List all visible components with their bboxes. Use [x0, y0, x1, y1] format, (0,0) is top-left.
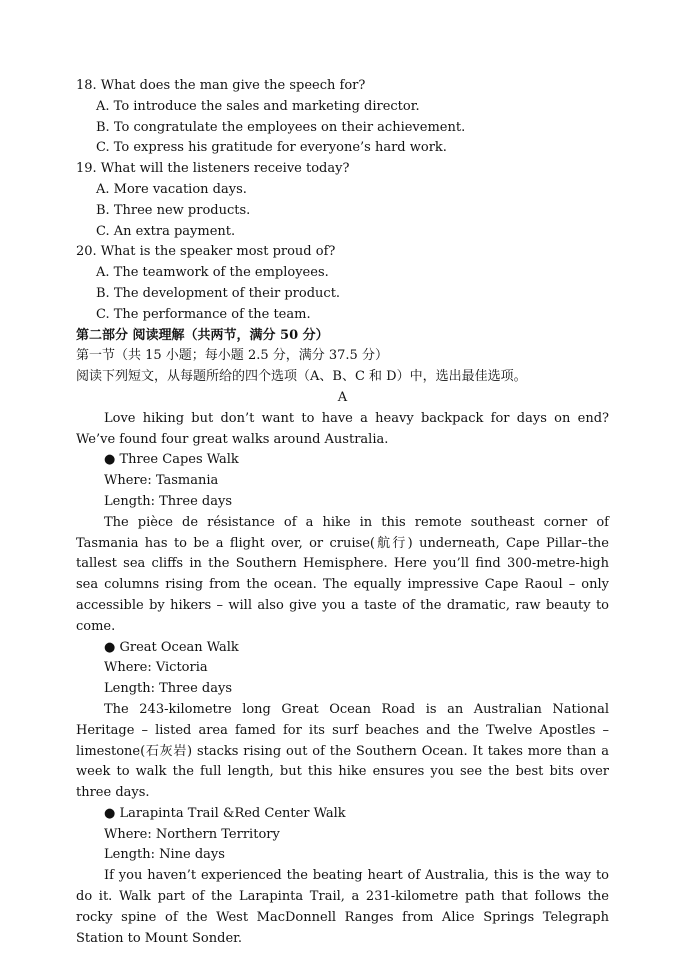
instructions: 阅读下列短文，从每题所给的四个选项（A、B、C 和 D）中，选出最佳选项。 [76, 369, 527, 385]
walk-larapinta [76, 804, 609, 950]
option-c: C. To express his gratitude for everyone’s hard work. [96, 140, 447, 156]
option-a: A. The teamwork of the employees. [96, 265, 329, 281]
walk-length: Length: Nine days [104, 847, 225, 863]
section-heading: 第一节（共 15 小题；每小题 2.5 分，满分 37.5 分） [76, 348, 388, 364]
question-stem: 18. What does the man give the speech for? [76, 78, 366, 93]
question-20 [76, 242, 609, 325]
question-stem: 20. What is the speaker most proud of? [76, 244, 336, 260]
passage-intro: Love hiking but don’t want to have a heavy backpack for days on end? We’ve found four great walks around Australia. [76, 410, 609, 447]
question-stem: 19. What will the listeners receive today? [76, 161, 350, 177]
walk-description: If you haven’t experienced the beating heart of Australia, this is the way to do it. Walk part of the Larapinta Trail, a 231-kilometre path that follows the rocky spine of the West MacDonnell Ranges from Alice Springs Telegraph Station to Mount Sonder. [76, 868, 609, 946]
part-heading: 第二部分 阅读理解（共两节，满分 50 分） [76, 327, 329, 343]
option-a: A. To introduce the sales and marketing director. [96, 98, 420, 114]
walk-name: ● Great Ocean Walk [104, 639, 239, 655]
walk-name: ● Larapinta Trail &Red Center Walk [104, 805, 346, 821]
walk-name: ● Three Capes Walk [104, 452, 239, 468]
option-a: A. More vacation days. [96, 181, 247, 197]
option-b: B. To congratulate the employees on their achievement. [96, 119, 466, 135]
walk-three-capes [76, 450, 609, 637]
walk-description: The pièce de résistance of a hike in this remote southeast corner of Tasmania has to be a flight over, or cruise(航行) underneath, Cape Pillar–the tallest sea cliffs in the Southern Hemisphere. Here you’ll find 300-metre-high sea columns rising from the ocean. The equally impressive Cape Raoul – only accessible by hikers – will also give you a taste of the dramatic, raw beauty to come. [76, 514, 609, 634]
walk-where: Where: Victoria [104, 660, 208, 676]
option-b: B. The development of their product. [96, 285, 341, 301]
walk-where: Where: Northern Territory [104, 826, 280, 842]
option-c: C. The performance of the team. [96, 306, 311, 322]
walk-where: Where: Tasmania [104, 473, 219, 489]
question-19 [76, 159, 609, 242]
walk-great-ocean [76, 638, 609, 804]
walk-description: The 243-kilometre long Great Ocean Road is an Australian National Heritage – listed area famed for its surf beaches and the Twelve Apostles – limestone(石灰岩) stacks rising out of the Southern Ocean. It takes more than a week to walk the full length, but this hike ensures you see the best bits over three days. [76, 701, 609, 801]
option-b: B. Three new products. [96, 202, 251, 218]
walk-length: Length: Three days [104, 681, 232, 697]
question-18 [76, 76, 609, 159]
walk-length: Length: Three days [104, 493, 232, 509]
option-c: C. An extra payment. [96, 223, 236, 239]
passage-label: A [337, 389, 348, 405]
